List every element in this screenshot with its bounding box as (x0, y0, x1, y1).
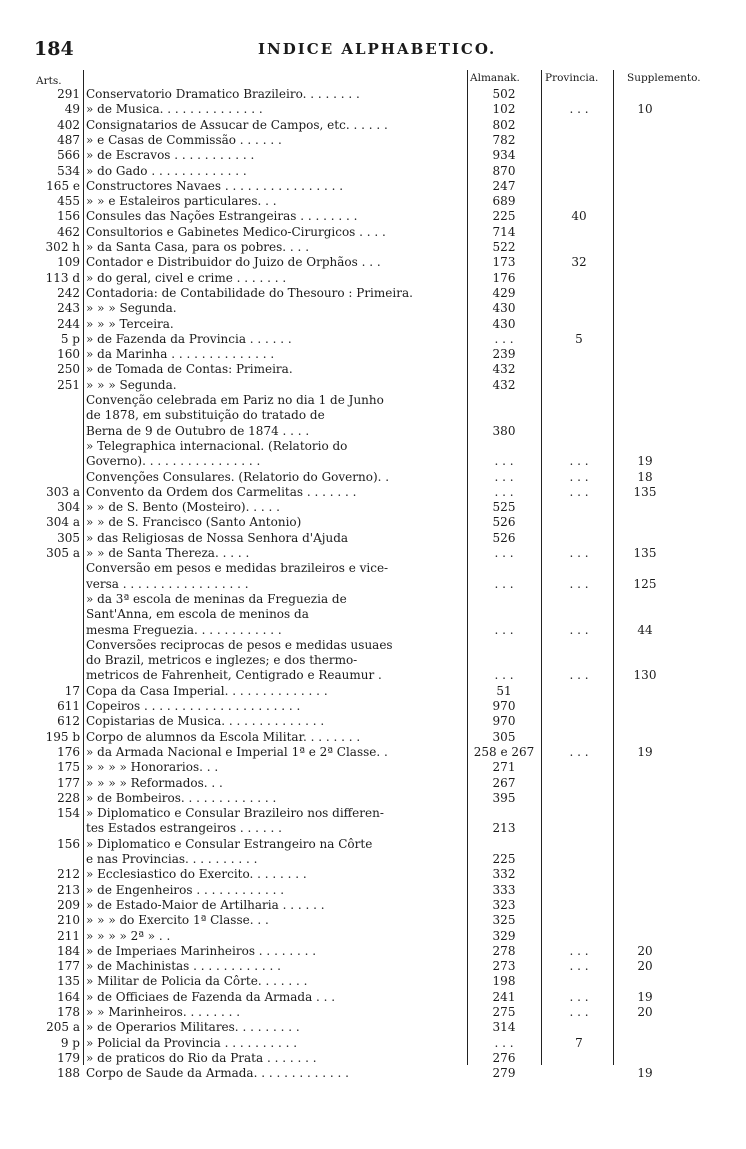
entry-description: Constructores Navaes . . . . . . . . . . . . . . . . (86, 179, 344, 193)
article-number: 178 (57, 1006, 80, 1019)
almanak-page: 333 (492, 883, 516, 897)
article-number: 462 (57, 225, 80, 239)
entry-description: » de Bombeiros. . . . . . . . . . . . . (86, 791, 277, 805)
almanak-page: 239 (492, 348, 516, 362)
page-number: 184 (34, 38, 74, 60)
almanak-page: 782 (492, 133, 516, 147)
supplemento-page: 20 (637, 944, 653, 958)
supplemento-page: 44 (637, 623, 653, 637)
entry-description: Sant'Anna, em escola de meninos da (86, 608, 309, 622)
entry-description: » Ecclesiastico do Exercito. . . . . . . . (86, 868, 307, 882)
entry-description: Berna de 9 de Outubro de 1874 . . . . (86, 424, 310, 438)
supplemento-page: 19 (637, 745, 653, 759)
article-number: 9 p (60, 1036, 80, 1050)
supplemento-page: 130 (633, 669, 657, 683)
article-number: 487 (57, 133, 80, 147)
article-number: 612 (57, 715, 80, 729)
almanak-page: 526 (492, 531, 516, 545)
article-number: 205 a (46, 1021, 80, 1035)
almanak-page: 314 (492, 1021, 516, 1035)
article-number: 177 (57, 776, 80, 790)
article-number: 242 (57, 286, 80, 300)
entry-description: Contadoria: de Contabilidade do Thesouro : Primeira. (86, 286, 413, 300)
almanak-page: 329 (492, 929, 516, 943)
article-number: 250 (57, 363, 80, 377)
provincia-page: . . . (569, 960, 589, 974)
almanak-page: 241 (492, 990, 516, 1004)
article-number: 211 (57, 929, 80, 943)
supplemento-page: 20 (637, 960, 653, 974)
almanak-page: 225 (492, 210, 516, 224)
article-number: 184 (57, 944, 80, 958)
almanak-page: 173 (492, 256, 516, 270)
entry-description: » » de S. Bento (Mosteiro). . . . . (86, 501, 280, 515)
almanak-page: 267 (492, 776, 516, 790)
entry-description: » do Gado . . . . . . . . . . . . . (86, 164, 247, 178)
entry-description: do Brazil, metricos e inglezes; e dos thermo- (86, 654, 358, 668)
provincia-page: . . . (569, 547, 589, 560)
almanak-page: . . . (494, 1036, 514, 1050)
article-number: 109 (57, 256, 80, 270)
entry-description: » » e Estaleiros particulares. . . (86, 195, 277, 209)
entry-description: » » » do Exercito 1ª Classe. . . (86, 914, 269, 928)
article-number: 566 (57, 149, 80, 163)
entry-description: » de Tomada de Contas: Primeira. (86, 363, 293, 377)
almanak-page: . . . (494, 623, 514, 637)
entry-description: » Diplomatico e Consular Estrangeiro na Côrte (86, 837, 373, 851)
entry-description: Convenção celebrada em Pariz no dia 1 de Junho (86, 394, 384, 407)
article-number: 177 (57, 960, 80, 974)
article-number: 228 (57, 791, 80, 805)
entry-description: Copa da Casa Imperial. . . . . . . . . . . . . . (86, 684, 328, 698)
article-number: 176 (57, 745, 80, 759)
entry-description: Conversão em pesos e medidas brazileiros e vice- (86, 562, 389, 576)
supplemento-page: 18 (637, 470, 653, 484)
almanak-page: 247 (492, 179, 516, 193)
article-number: 305 a (46, 547, 80, 560)
provincia-page: . . . (569, 485, 589, 499)
almanak-page: . . . (494, 577, 514, 591)
provincia-page: . . . (569, 944, 589, 958)
entry-description: Copistarias de Musica. . . . . . . . . . . . . . (86, 715, 325, 729)
entry-description: » de Operarios Militares. . . . . . . . . (86, 1021, 300, 1035)
almanak-page: 305 (492, 730, 516, 744)
article-number: 154 (57, 807, 80, 821)
column-rule-supplemento (613, 70, 614, 1065)
article-number: 113 d (45, 271, 80, 285)
entry-description: » Diplomatico e Consular Brazileiro nos differen- (86, 807, 384, 821)
supplemento-page: 19 (637, 990, 653, 1004)
almanak-page: 432 (492, 363, 516, 377)
article-number: 164 (57, 990, 80, 1004)
article-number: 243 (57, 302, 80, 316)
almanak-page: 714 (492, 225, 516, 239)
entry-description: versa . . . . . . . . . . . . . . . . . (86, 577, 249, 591)
running-head: INDICE ALPHABETICO. (258, 40, 497, 58)
entry-description: » de Engenheiros . . . . . . . . . . . . (86, 883, 285, 897)
supplemento-page: 125 (633, 577, 657, 591)
provincia-page: 32 (571, 256, 587, 270)
entry-description: Corpo de alumnos da Escola Militar. . . . . . . . (86, 730, 361, 744)
page-header (0, 38, 746, 62)
entry-description: Convento da Ordem dos Carmelitas . . . . . . . (86, 485, 357, 499)
entry-description: Consignatarios de Assucar de Campos, etc. . . . . . (86, 118, 388, 132)
entry-description: » da Armada Nacional e Imperial 1ª e 2ª Classe. . (86, 745, 388, 759)
article-number: 212 (57, 868, 80, 882)
article-number: 195 b (45, 730, 80, 744)
entry-description: Consules das Nações Estrangeiras . . . . . . . . (86, 210, 358, 224)
almanak-page: 870 (492, 164, 516, 178)
entry-description: » da 3ª escola de meninas da Freguezia de (86, 592, 347, 606)
article-number: 251 (57, 378, 80, 392)
almanak-page: 802 (492, 118, 516, 132)
entry-description: » de Escravos . . . . . . . . . . . (86, 149, 255, 163)
entry-description: e nas Provincias. . . . . . . . . . (86, 853, 258, 866)
almanak-page: 970 (492, 700, 516, 713)
entry-description: tes Estados estrangeiros . . . . . . (86, 822, 282, 836)
almanak-page: 213 (492, 822, 516, 836)
entry-description: » » de Santa Thereza. . . . . (86, 547, 250, 560)
column-rule-almanak (467, 70, 468, 1065)
column-header-almanak: Almanak. (470, 72, 520, 84)
entry-description: » » » » Honorarios. . . (86, 761, 219, 775)
almanak-page: 258 e 267 (473, 745, 535, 759)
article-number: 160 (57, 348, 80, 362)
article-number: 188 (57, 1067, 80, 1081)
almanak-page: 380 (492, 424, 516, 438)
almanak-page: . . . (494, 669, 514, 683)
provincia-page: . . . (569, 103, 589, 117)
entry-description: de 1878, em substituição do tratado de (86, 409, 325, 423)
entry-description: » de Machinistas . . . . . . . . . . . . (86, 960, 281, 974)
entry-description: » de Musica. . . . . . . . . . . . . . (86, 103, 263, 117)
almanak-page: 102 (492, 103, 516, 117)
entry-description: Conservatorio Dramatico Brazileiro. . . . . . . . (86, 88, 360, 101)
article-number: 213 (57, 883, 80, 897)
article-number: 611 (57, 700, 80, 713)
almanak-page: 432 (492, 378, 516, 392)
article-number: 49 (64, 103, 80, 117)
article-number: 402 (57, 118, 80, 132)
entry-description: » de Fazenda da Provincia . . . . . . (86, 332, 292, 346)
entry-description: Consultorios e Gabinetes Medico-Cirurgicos . . . . (86, 225, 386, 239)
article-number: 210 (57, 914, 80, 928)
almanak-page: 276 (492, 1051, 516, 1065)
article-number: 175 (57, 761, 80, 775)
almanak-page: 323 (492, 898, 516, 912)
article-number: 165 e (46, 179, 80, 193)
almanak-page: 502 (492, 88, 516, 101)
entry-description: » e Casas de Commissão . . . . . . (86, 133, 282, 147)
almanak-page: . . . (494, 485, 514, 499)
article-number: 17 (64, 684, 80, 698)
provincia-page: . . . (569, 1006, 589, 1019)
entry-description: Contador e Distribuidor do Juizo de Orphãos . . . (86, 256, 381, 270)
column-rule-left (83, 70, 84, 1065)
entry-description: » Militar de Policia da Côrte. . . . . . . (86, 975, 308, 989)
entry-description: » » » Segunda. (86, 378, 177, 392)
provincia-page: 40 (571, 210, 587, 224)
entry-description: metricos de Fahrenheit, Centigrado e Reaumur . (86, 669, 382, 683)
provincia-page: 7 (575, 1036, 583, 1050)
article-number: 209 (57, 898, 80, 912)
almanak-page: 325 (492, 914, 516, 928)
entry-description: » das Religiosas de Nossa Senhora d'Ajuda (86, 531, 349, 545)
column-header-provincia: Provincia. (545, 72, 599, 84)
entry-description: Copeiros . . . . . . . . . . . . . . . . . . . . . (86, 700, 301, 713)
provincia-page: . . . (569, 669, 589, 683)
entry-description: Corpo de Saude da Armada. . . . . . . . . . . . . (86, 1067, 349, 1081)
article-number: 305 (57, 531, 80, 545)
almanak-page: . . . (494, 470, 514, 484)
entry-description: » da Santa Casa, para os pobres. . . . (86, 241, 310, 254)
article-number: 244 (57, 317, 80, 331)
article-number: 304 (57, 501, 80, 515)
almanak-page: 278 (492, 944, 516, 958)
almanak-page: 271 (492, 761, 516, 775)
almanak-page: 279 (492, 1067, 516, 1081)
almanak-page: 526 (492, 516, 516, 530)
provincia-page: . . . (569, 577, 589, 591)
supplemento-page: 19 (637, 455, 653, 469)
column-rule-provincia (541, 70, 542, 1065)
almanak-page: 430 (492, 302, 516, 316)
provincia-page: 5 (575, 332, 583, 346)
almanak-page: 934 (492, 149, 516, 163)
almanak-page: . . . (494, 547, 514, 560)
almanak-page: 970 (492, 715, 516, 729)
entry-description: » Telegraphica internacional. (Relatorio do (86, 439, 348, 453)
entry-description: » » » » Reformados. . . (86, 776, 223, 790)
column-header-supplemento: Supplemento. (627, 72, 701, 84)
almanak-page: 525 (492, 501, 516, 515)
provincia-page: . . . (569, 990, 589, 1004)
almanak-page: 429 (492, 286, 516, 300)
article-number: 304 a (46, 516, 80, 530)
entry-description: » » Marinheiros. . . . . . . . (86, 1006, 241, 1019)
entry-description: » » » Terceira. (86, 317, 174, 331)
entry-description: » Policial da Provincia . . . . . . . . . . (86, 1036, 298, 1050)
article-number: 302 h (45, 241, 80, 254)
almanak-page: . . . (494, 332, 514, 346)
almanak-page: 176 (492, 271, 516, 285)
entry-description: » do geral, civel e crime . . . . . . . (86, 271, 287, 285)
entry-description: » de Imperiaes Marinheiros . . . . . . . . (86, 944, 317, 958)
article-number: 156 (57, 837, 80, 851)
entry-description: mesma Freguezia. . . . . . . . . . . . (86, 623, 282, 637)
supplemento-page: 135 (633, 485, 657, 499)
supplemento-page: 10 (637, 103, 653, 117)
article-number: 5 p (60, 332, 80, 346)
entry-description: » » de S. Francisco (Santo Antonio) (86, 516, 302, 530)
almanak-page: 275 (492, 1006, 516, 1019)
supplemento-page: 19 (637, 1067, 653, 1081)
entry-description: » de praticos do Rio da Prata . . . . . . . (86, 1051, 317, 1065)
almanak-page: 332 (492, 868, 516, 882)
article-number: 156 (57, 210, 80, 224)
article-number: 135 (57, 975, 80, 989)
article-number: 291 (57, 88, 80, 101)
entry-description: Convenções Consulares. (Relatorio do Governo). . (86, 470, 390, 484)
almanak-page: 225 (492, 853, 516, 866)
article-number: 303 a (46, 485, 80, 499)
entry-description: » da Marinha . . . . . . . . . . . . . . (86, 348, 275, 362)
almanak-page: 273 (492, 960, 516, 974)
entry-description: » » » Segunda. (86, 302, 177, 316)
almanak-page: 689 (492, 195, 516, 209)
almanak-page: . . . (494, 455, 514, 469)
almanak-page: 198 (492, 975, 516, 989)
supplemento-page: 135 (633, 547, 657, 560)
article-number: 179 (57, 1051, 80, 1065)
entry-description: » de Estado-Maior de Artilharia . . . . . . (86, 898, 325, 912)
provincia-page: . . . (569, 455, 589, 469)
provincia-page: . . . (569, 745, 589, 759)
supplemento-page: 20 (637, 1006, 653, 1019)
almanak-page: 395 (492, 791, 516, 805)
almanak-page: 51 (496, 684, 512, 698)
provincia-page: . . . (569, 470, 589, 484)
entry-description: Governo). . . . . . . . . . . . . . . . (86, 455, 261, 469)
article-number: 455 (57, 195, 80, 209)
entry-description: Conversões reciprocas de pesos e medidas usuaes (86, 638, 393, 652)
provincia-page: . . . (569, 623, 589, 637)
almanak-page: 430 (492, 317, 516, 331)
almanak-page: 522 (492, 241, 516, 254)
entry-description: » de Officiaes de Fazenda da Armada . . . (86, 990, 336, 1004)
article-number: 534 (57, 164, 80, 178)
column-header-arts: Arts. (36, 75, 62, 87)
entry-description: » » » » 2ª » . . (86, 929, 171, 943)
